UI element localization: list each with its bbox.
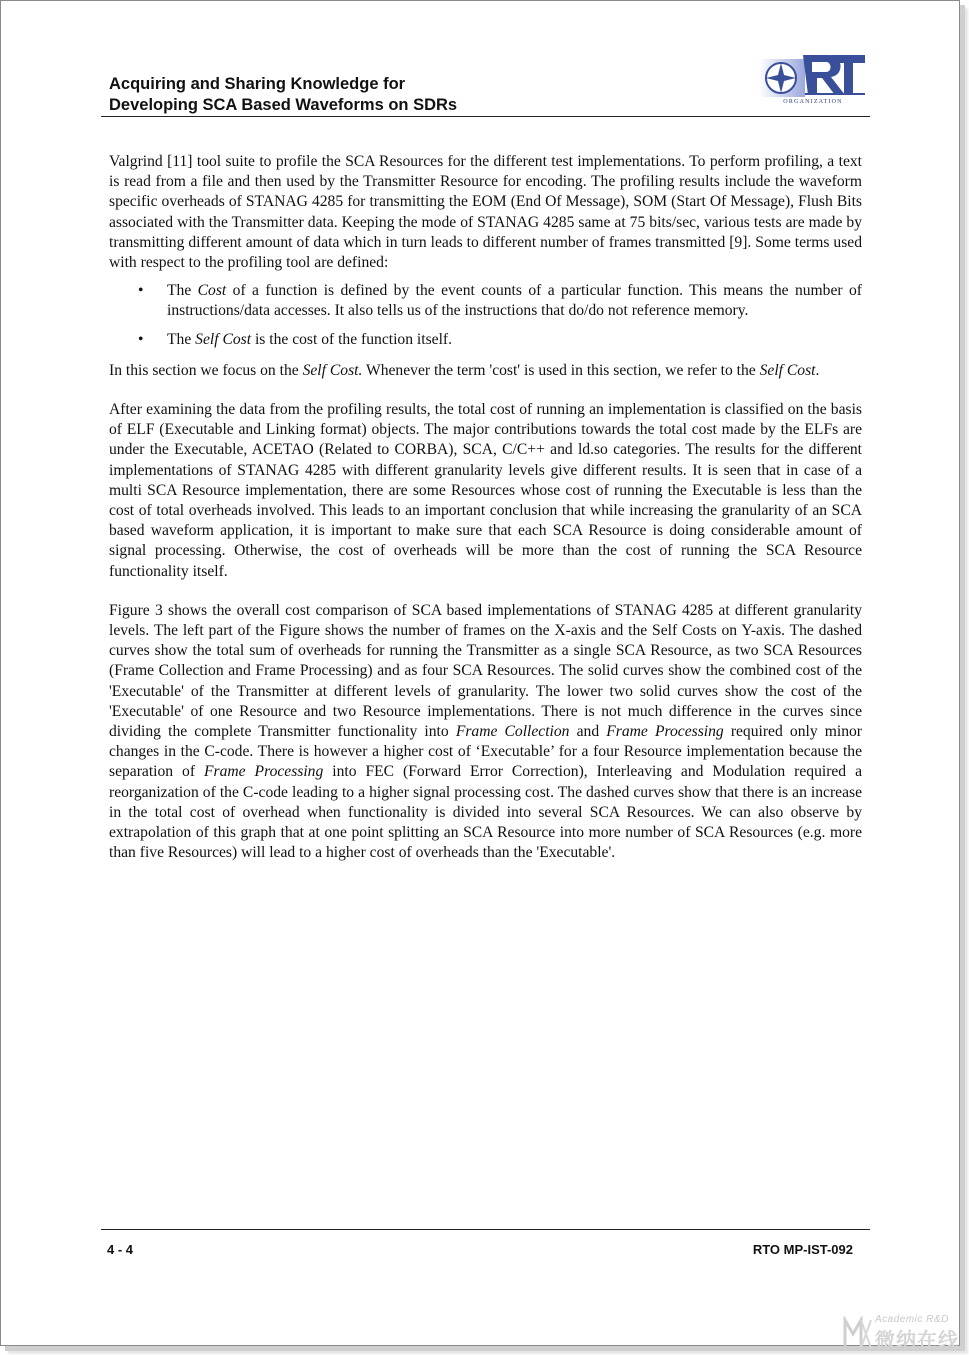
p4-text-d: into FEC (Forward Error Correction), Interleaving and Modulation required a reorganization of the C-code leading to a higher signal processing cost. The dashed curves show that there is an increase in the total cost of overhead when functionality is divided into several SCA Resources. We can also observe by extrapolation of this graph that at one point splitting an SCA Resource into more number of SCA Resources (e.g. more than five Resources) will lead to a higher cost of overheads than the 'Executable'. — [109, 763, 862, 862]
p4-text-a: Figure 3 shows the overall cost comparison of SCA based implementations of STANAG 4285 at different granularity levels. The left part of the Figure shows the number of frames on the X-axis and the Self Costs on Y-axis. The dashed curves show the total sum of overheads for running the Transmitter as a single SCA Resource, as two SCA Resources (Frame Collection and Frame Processing) and as four SCA Resources. The solid curves show the combined cost of the 'Executable' of the Transmitter at different levels of granularity. The lower two solid curves show the cost of the 'Executable' of one Resource and two Resource implementations. There is not much difference in the curves since dividing the complete Transmitter functionality into — [109, 601, 862, 741]
bullet1-text-post: of a function is defined by the event counts of a particular function. This means the number of instructions/data accesses. It also tells us of the instructions that do/do not reference memory. — [167, 282, 862, 320]
paragraph-3: After examining the data from the profiling results, the total cost of running an implementation is classified on the basis of ELF (Executable and Linking format) objects. The major contributions towards the total cost made by the ELFs are under the Executable, ACETAO (Related to CORBA), SCA, C/C++ and ld.so categories. The results for the different implementations of STANAG 4285 with different granularity levels give different results. It is seen that in case of a multi SCA Resource implementation, there are some Resources whose cost of running the Executable is less than the cost of total overheads involved. This leads to an important conclusion that while increasing the granularity of an SCA based waveform application, it is important to make sure that each SCA Resource is doing considerable amount of signal processing. Otherwise, the cost of overheads will be more than the cost of running the SCA Resource functionality itself. — [109, 401, 862, 580]
logo-caption: ORGANIZATION — [783, 99, 843, 105]
page-number: 4 - 4 — [107, 1242, 134, 1257]
p4-term-frame-processing: Frame Processing — [606, 723, 724, 741]
watermark — [843, 1314, 963, 1350]
header-rule — [101, 116, 870, 117]
bullet1-text-pre: The — [167, 282, 198, 300]
bullet2-text-post: is the cost of the function itself. — [251, 330, 452, 348]
watermark-top-text: Academic R&D — [875, 1314, 949, 1325]
p4-text-b: and — [569, 723, 607, 741]
p4-text-c: required only minor changes in the C-code. There is however a higher cost of ‘Executable’ for a four Resource implementation because the separation of — [109, 723, 862, 781]
rto-logo-icon — [759, 53, 867, 99]
paragraph-2 — [109, 361, 862, 381]
p4-term-frame-collection: Frame Collection — [455, 723, 570, 741]
header-title-line2: Developing SCA Based Waveforms on SDRs — [109, 96, 458, 114]
bullet-icon: • — [138, 330, 144, 348]
watermark-bottom-text: 微纳在线 — [875, 1328, 959, 1352]
footer-rule — [101, 1229, 870, 1230]
rto-logo — [759, 53, 867, 109]
bullet2-term: Self Cost — [195, 330, 252, 348]
bullet-icon: • — [138, 282, 144, 300]
bullet1-term: Cost — [197, 282, 227, 300]
bullet2-text-pre: The — [167, 330, 196, 348]
p2-text-mid: Whenever the term 'cost' is used in this section, we refer to the — [362, 361, 760, 379]
paragraph-1: Valgrind [11] tool suite to profile the SCA Resources for the different test implementations. To perform profiling, a text is read from a file and then used by the Transmitter Resource for encoding. The profiling results include the waveform specific overheads of STANAG 4285 for transmitting the EOM (End Of Message), SOM (Start Of Message), Flush Bits associated with the Transmitter data. Keeping the mode of STANAG 4285 same at 75 bits/sec, various tests are made by transmitting different amount of data which in turn leads to different number of frames transmitted [9]. Some terms used with respect to the profiling tool are defined: — [109, 153, 862, 272]
p4-term-frame-processing-2: Frame Processing — [204, 763, 324, 781]
p2-term-1: Self Cost. — [302, 361, 363, 379]
body-text — [109, 152, 862, 864]
list-item-cost — [109, 281, 862, 321]
paragraph-4 — [109, 601, 862, 864]
definition-list — [109, 281, 862, 350]
running-header — [109, 74, 457, 116]
p2-text-pre: In this section we focus on the — [109, 361, 303, 379]
header-title-line1: Acquiring and Sharing Knowledge for — [109, 75, 406, 93]
p2-term-2: Self Cost — [759, 361, 816, 379]
p2-text-post: . — [815, 361, 820, 379]
watermark-logo-icon — [843, 1316, 873, 1350]
document-id: RTO MP-IST-092 — [752, 1242, 853, 1257]
list-item-self-cost — [109, 330, 862, 350]
